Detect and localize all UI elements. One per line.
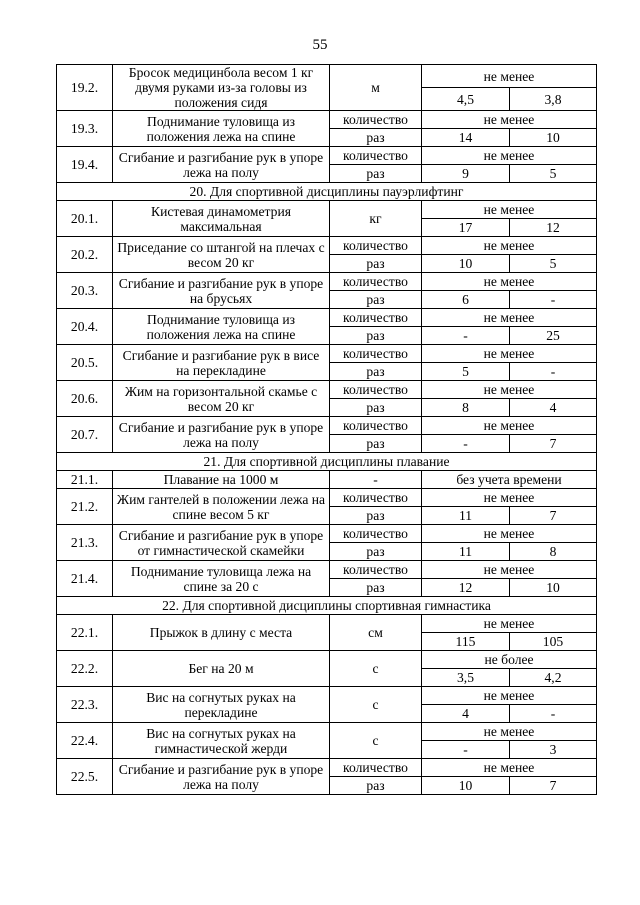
exercise-name: Прыжок в длину с места [113, 615, 330, 651]
norm-qualifier: не менее [422, 201, 597, 219]
unit-line-2: раз [330, 363, 422, 381]
unit: кг [330, 201, 422, 237]
unit: с [330, 723, 422, 759]
value-2: 8 [510, 543, 597, 561]
value-2: 25 [510, 327, 597, 345]
table-row [57, 525, 597, 543]
norm-qualifier: не менее [422, 687, 597, 705]
section-header-row [57, 597, 597, 615]
unit-line-2: раз [330, 507, 422, 525]
value-2: 10 [510, 129, 597, 147]
row-number: 20.2. [57, 237, 113, 273]
row-number: 22.2. [57, 651, 113, 687]
value-1: 4 [422, 705, 510, 723]
row-number: 20.6. [57, 381, 113, 417]
row-number: 21.1. [57, 471, 113, 489]
value-1: 10 [422, 777, 510, 795]
table-row [57, 489, 597, 507]
value-1: 6 [422, 291, 510, 309]
value-2: 4,2 [510, 669, 597, 687]
exercise-name: Плавание на 1000 м [113, 471, 330, 489]
table-row [57, 345, 597, 363]
table-row [57, 309, 597, 327]
table-row [57, 759, 597, 777]
value-2: 3,8 [510, 88, 597, 111]
unit: см [330, 615, 422, 651]
norm-qualifier: не менее [422, 309, 597, 327]
value-2: 3 [510, 741, 597, 759]
value-1: 11 [422, 507, 510, 525]
table-row [57, 615, 597, 633]
value-2: 5 [510, 165, 597, 183]
value-2: 12 [510, 219, 597, 237]
unit-line-1: количество [330, 273, 422, 291]
table-row [57, 723, 597, 741]
norm-qualifier: не менее [422, 111, 597, 129]
value-2: 105 [510, 633, 597, 651]
table-row [57, 651, 597, 669]
unit-line-2: раз [330, 129, 422, 147]
value-1: 4,5 [422, 88, 510, 111]
norm-qualifier: не менее [422, 417, 597, 435]
value-2: 4 [510, 399, 597, 417]
unit-line-2: раз [330, 777, 422, 795]
table-row [57, 381, 597, 399]
exercise-name: Кистевая динамометрия максимальная [113, 201, 330, 237]
row-number: 21.3. [57, 525, 113, 561]
value-1: 5 [422, 363, 510, 381]
unit-line-1: количество [330, 561, 422, 579]
value-1: 9 [422, 165, 510, 183]
section-title: 21. Для спортивной дисциплины плавание [57, 453, 597, 471]
exercise-name: Поднимание туловища из положения лежа на спине [113, 309, 330, 345]
exercise-name: Бросок медицинбола весом 1 кг двумя руками из-за головы из положения сидя [113, 65, 330, 111]
exercise-name: Сгибание и разгибание рук в упоре от гимнастической скамейки [113, 525, 330, 561]
value-2: 7 [510, 777, 597, 795]
value-2: 5 [510, 255, 597, 273]
row-number: 21.2. [57, 489, 113, 525]
table-row [57, 417, 597, 435]
standards-table [56, 64, 597, 795]
value-2: - [510, 291, 597, 309]
unit-line-2: раз [330, 165, 422, 183]
unit-line-1: количество [330, 345, 422, 363]
unit: - [330, 471, 422, 489]
table-row [57, 273, 597, 291]
norm-qualifier: не менее [422, 759, 597, 777]
unit-line-2: раз [330, 543, 422, 561]
value-1: 12 [422, 579, 510, 597]
value-2: - [510, 705, 597, 723]
exercise-name: Бег на 20 м [113, 651, 330, 687]
unit-line-1: количество [330, 489, 422, 507]
unit-line-1: количество [330, 111, 422, 129]
exercise-name: Сгибание и разгибание рук в упоре лежа на полу [113, 147, 330, 183]
unit-line-2: раз [330, 399, 422, 417]
row-number: 22.4. [57, 723, 113, 759]
row-number: 21.4. [57, 561, 113, 597]
value-1: - [422, 435, 510, 453]
norm-qualifier: не менее [422, 273, 597, 291]
page-number: 55 [312, 37, 328, 53]
row-number: 20.7. [57, 417, 113, 453]
norm-value: без учета времени [422, 471, 597, 489]
value-1: 14 [422, 129, 510, 147]
norm-qualifier: не более [422, 651, 597, 669]
value-2: 7 [510, 507, 597, 525]
table-row [57, 201, 597, 219]
row-number: 19.2. [57, 65, 113, 111]
unit-line-1: количество [330, 147, 422, 165]
section-header-row [57, 453, 597, 471]
unit-line-2: раз [330, 255, 422, 273]
unit-line-2: раз [330, 435, 422, 453]
table-row [57, 237, 597, 255]
unit-line-2: раз [330, 579, 422, 597]
value-1: 17 [422, 219, 510, 237]
exercise-name: Жим гантелей в положении лежа на спине весом 5 кг [113, 489, 330, 525]
row-number: 19.4. [57, 147, 113, 183]
row-number: 20.3. [57, 273, 113, 309]
table-row [57, 561, 597, 579]
norm-qualifier: не менее [422, 525, 597, 543]
row-number: 22.3. [57, 687, 113, 723]
exercise-name: Поднимание туловища из положения лежа на спине [113, 111, 330, 147]
section-title: 20. Для спортивной дисциплины пауэрлифтинг [57, 183, 597, 201]
value-1: 11 [422, 543, 510, 561]
row-number: 19.3. [57, 111, 113, 147]
row-number: 22.1. [57, 615, 113, 651]
exercise-name: Сгибание и разгибание рук в висе на перекладине [113, 345, 330, 381]
unit: с [330, 651, 422, 687]
norm-qualifier: не менее [422, 723, 597, 741]
norm-qualifier: не менее [422, 489, 597, 507]
norm-qualifier: не менее [422, 381, 597, 399]
unit-line-2: раз [330, 291, 422, 309]
unit-line-1: количество [330, 525, 422, 543]
value-1: 10 [422, 255, 510, 273]
section-header-row [57, 183, 597, 201]
exercise-name: Вис на согнутых руках на гимнастической жерди [113, 723, 330, 759]
value-2: - [510, 363, 597, 381]
exercise-name: Сгибание и разгибание рук в упоре лежа на полу [113, 417, 330, 453]
value-1: - [422, 327, 510, 345]
unit-line-1: количество [330, 417, 422, 435]
row-number: 20.4. [57, 309, 113, 345]
unit-line-2: раз [330, 327, 422, 345]
value-1: 3,5 [422, 669, 510, 687]
section-title: 22. Для спортивной дисциплины спортивная гимнастика [57, 597, 597, 615]
table-row [57, 65, 597, 88]
norm-qualifier: не менее [422, 345, 597, 363]
unit-line-1: количество [330, 381, 422, 399]
value-2: 10 [510, 579, 597, 597]
table-row [57, 687, 597, 705]
row-number: 20.1. [57, 201, 113, 237]
norm-qualifier: не менее [422, 147, 597, 165]
unit: м [330, 65, 422, 111]
unit-line-1: количество [330, 309, 422, 327]
norm-qualifier: не менее [422, 615, 597, 633]
value-1: - [422, 741, 510, 759]
exercise-name: Жим на горизонтальной скамье с весом 20 кг [113, 381, 330, 417]
value-1: 8 [422, 399, 510, 417]
value-2: 7 [510, 435, 597, 453]
unit: с [330, 687, 422, 723]
table-row [57, 147, 597, 165]
unit-line-1: количество [330, 759, 422, 777]
exercise-name: Вис на согнутых руках на перекладине [113, 687, 330, 723]
table-row [57, 111, 597, 129]
value-1: 115 [422, 633, 510, 651]
row-number: 22.5. [57, 759, 113, 795]
table-row [57, 471, 597, 489]
norm-qualifier: не менее [422, 237, 597, 255]
unit-line-1: количество [330, 237, 422, 255]
row-number: 20.5. [57, 345, 113, 381]
exercise-name: Поднимание туловища лежа на спине за 20 с [113, 561, 330, 597]
exercise-name: Сгибание и разгибание рук в упоре лежа на полу [113, 759, 330, 795]
exercise-name: Сгибание и разгибание рук в упоре на брусьях [113, 273, 330, 309]
norm-qualifier: не менее [422, 65, 597, 88]
exercise-name: Приседание со штангой на плечах с весом 20 кг [113, 237, 330, 273]
norm-qualifier: не менее [422, 561, 597, 579]
